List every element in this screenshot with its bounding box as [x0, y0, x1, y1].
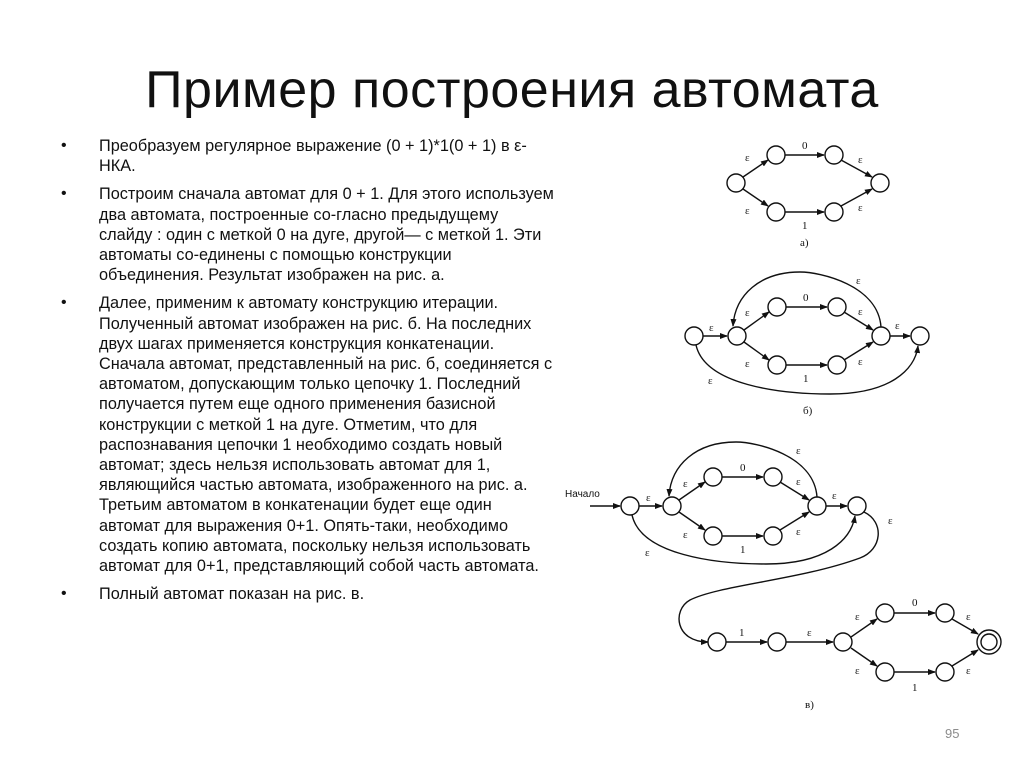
- svg-text:ε: ε: [709, 322, 714, 334]
- svg-text:ε: ε: [855, 665, 860, 677]
- bullet-text: Далее, применим к автомату конструкцию итерации. Полученный автомат изображен на рис. б. На последних двух шагах применяется конструкция конкатенации. Сначала автомат, представленный на рис. б, соединяется с автоматом, допускающим только цепочку 1. Последний получается путем еще одного применения базисной конструкции с меткой 1 на дуге. Отметим, что для распознавания цепочки 1 необходимо создать новый автомат; здесь нельзя использовать автомат для 1, являющийся частью автомата, изображенного на рис. а. Третьим автоматом в конкатенации будет еще один автомат для выражения 0+1. Опять-таки, необходимо создать копию автомата, поскольку нельзя использовать автомат для 0+1, представляющий собой часть автомата.: [99, 294, 553, 576]
- bullet-dot-icon: •: [61, 137, 67, 154]
- diagram-b-labels: [708, 275, 900, 417]
- svg-text:ε: ε: [895, 320, 900, 332]
- svg-text:ε: ε: [858, 202, 863, 214]
- svg-text:1: 1: [912, 682, 918, 694]
- svg-text:ε: ε: [858, 306, 863, 318]
- svg-text:ε: ε: [745, 152, 750, 164]
- svg-text:ε: ε: [966, 665, 971, 677]
- svg-text:ε: ε: [966, 611, 971, 623]
- svg-text:ε: ε: [796, 476, 801, 488]
- svg-text:ε: ε: [683, 529, 688, 541]
- svg-text:ε: ε: [646, 492, 651, 504]
- svg-text:ε: ε: [855, 611, 860, 623]
- svg-text:1: 1: [740, 544, 746, 556]
- svg-text:0: 0: [803, 292, 809, 304]
- bullet-text: Построим сначала автомат для 0 + 1. Для этого используем два автомата, построенные со-гласно предыдущему слайду : один с меткой 0 на дуге, другой— с меткой 1. Эти автоматы со-единены с помощью конструкции объединения. Результат изображен на рис. а.: [99, 185, 554, 285]
- svg-text:1: 1: [739, 627, 745, 639]
- bullet-text: Преобразуем регулярное выражение (0 + 1)*1(0 + 1) в ε-НКА.: [99, 137, 527, 176]
- svg-text:б): б): [803, 405, 813, 417]
- svg-text:0: 0: [740, 462, 746, 474]
- bullet-dot-icon: •: [61, 294, 67, 312]
- bullet-dot-icon: •: [61, 185, 67, 203]
- svg-text:ε: ε: [832, 490, 837, 502]
- svg-text:ε: ε: [745, 307, 750, 319]
- bullet-dot-icon: •: [61, 585, 67, 603]
- svg-text:ε: ε: [796, 526, 801, 538]
- start-label: Начало: [565, 489, 600, 500]
- svg-text:ε: ε: [796, 445, 801, 457]
- svg-text:ε: ε: [745, 205, 750, 217]
- svg-text:а): а): [800, 237, 809, 249]
- svg-text:ε: ε: [683, 478, 688, 490]
- svg-text:0: 0: [912, 597, 918, 609]
- page-number: 95: [945, 726, 960, 741]
- diagram-a: [727, 146, 889, 221]
- slide-title: Пример построения автомата: [145, 61, 879, 119]
- svg-text:ε: ε: [856, 275, 861, 287]
- bullet-text: Полный автомат показан на рис. в.: [99, 585, 365, 604]
- svg-text:в): в): [805, 699, 814, 711]
- svg-text:ε: ε: [745, 358, 750, 370]
- svg-text:0: 0: [802, 140, 808, 152]
- svg-text:ε: ε: [858, 154, 863, 166]
- svg-text:ε: ε: [858, 356, 863, 368]
- diagram-a-labels: [745, 140, 863, 249]
- svg-text:ε: ε: [888, 515, 893, 527]
- svg-text:ε: ε: [807, 627, 812, 639]
- svg-text:1: 1: [803, 373, 809, 385]
- svg-text:ε: ε: [708, 375, 713, 387]
- svg-text:1: 1: [802, 220, 808, 232]
- svg-text:ε: ε: [645, 547, 650, 559]
